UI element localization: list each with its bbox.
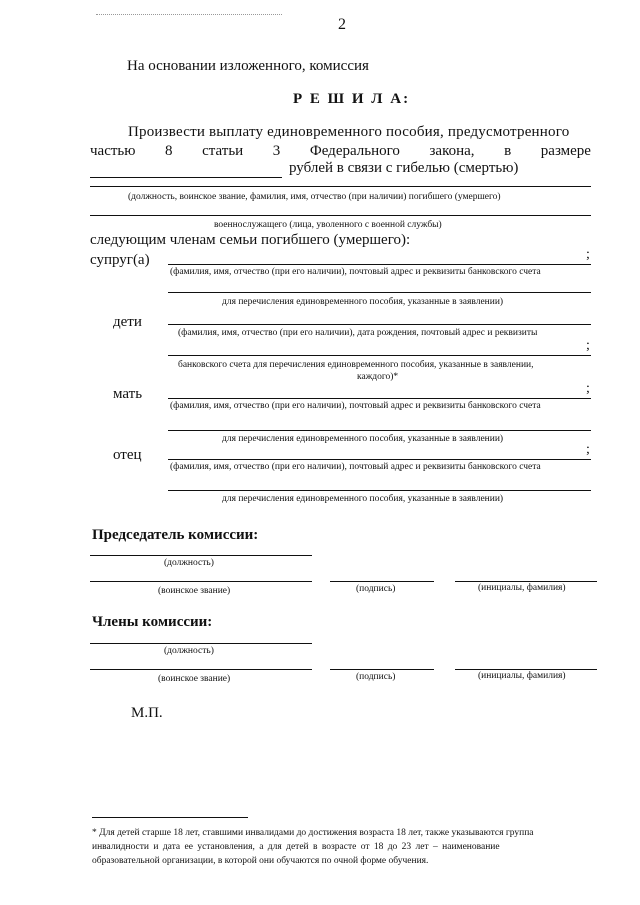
father-line-1 (168, 459, 591, 460)
body-word: 8 (165, 143, 173, 159)
mother-semicolon: ; (586, 381, 590, 396)
chairman-position-caption: (должность) (164, 558, 214, 568)
spouse-caption-1: (фамилия, имя, отчество (при его наличии), почтовый адрес и реквизиты банковского счета (170, 267, 541, 277)
children-semicolon: ; (586, 338, 590, 353)
body-line-3: рублей в связи с гибелью (смертью) (289, 160, 519, 176)
footnote-line-2: инвалидности и дата ее установления, а для детей в возрасте от 18 до 23 лет – наименование (92, 842, 500, 852)
deceased-line-2 (90, 215, 591, 216)
spouse-line-1 (168, 264, 591, 265)
family-intro: следующим членам семьи погибшего (умершего): (90, 232, 411, 248)
page-number: 2 (338, 16, 346, 33)
body-word: размере (540, 143, 591, 159)
spouse-line-2 (168, 292, 591, 293)
mother-caption-2: для перечисления единовременного пособия, указанные в заявлении) (222, 434, 504, 444)
mother-line-2 (168, 430, 591, 431)
decision-heading: Р Е Ш И Л А: (293, 91, 411, 107)
father-semicolon: ; (586, 442, 590, 457)
members-initials-line (455, 669, 597, 670)
members-position-caption: (должность) (164, 646, 214, 656)
children-caption-2: банковского счета для перечисления единовременного пособия, указанные в заявлении, (178, 360, 534, 370)
body-word: частью (90, 143, 136, 159)
members-rank-line (90, 669, 312, 670)
father-caption-2: для перечисления единовременного пособия, указанные в заявлении) (222, 494, 504, 504)
body-word: статьи (202, 143, 244, 159)
body-line-2 (90, 143, 591, 160)
members-signature-caption: (подпись) (356, 672, 396, 682)
footnote-separator (92, 817, 248, 818)
deceased-caption-2: военнослужащего (лица, уволенного с военной службы) (214, 220, 442, 230)
chairman-position-line (90, 555, 312, 556)
children-line-2 (168, 355, 591, 356)
body-word: в (504, 143, 512, 159)
chairman-title: Председатель комиссии: (92, 527, 259, 543)
children-line-1 (168, 324, 591, 325)
father-caption-1: (фамилия, имя, отчество (при его наличии), почтовый адрес и реквизиты банковского счета (170, 462, 541, 472)
footnote-line-1: * Для детей старше 18 лет, ставшими инвалидами до достижения возраста 18 лет, также указываются группа (92, 828, 534, 838)
amount-line (90, 177, 282, 178)
chairman-rank-caption: (воинское звание) (158, 586, 231, 596)
children-caption-1: (фамилия, имя, отчество (при его наличии), дата рождения, почтовый адрес и реквизиты (178, 328, 538, 338)
mother-caption-1: (фамилия, имя, отчество (при его наличии), почтовый адрес и реквизиты банковского счета (170, 401, 541, 411)
deceased-caption-1: (должность, воинское звание, фамилия, имя, отчество (при наличии) погибшего (умершего) (128, 192, 501, 202)
body-word: Федерального (309, 143, 400, 159)
spouse-semicolon: ; (586, 247, 590, 262)
intro-text: На основании изложенного, комиссия (127, 58, 369, 74)
spouse-caption-2: для перечисления единовременного пособия, указанные в заявлении) (222, 297, 504, 307)
body-line-1: Произвести выплату единовременного пособия, предусмотренного (128, 124, 570, 140)
deceased-line-1 (90, 186, 591, 187)
members-position-line (90, 643, 312, 644)
footnote-line-3: образовательной организации, в которой они обучаются по очной форме обучения. (92, 856, 429, 866)
chairman-initials-caption: (инициалы, фамилия) (478, 583, 566, 593)
header-artifact (96, 14, 282, 18)
father-label: отец (113, 447, 142, 463)
chairman-rank-line (90, 581, 312, 582)
members-rank-caption: (воинское звание) (158, 674, 231, 684)
members-signature-line (330, 669, 434, 670)
father-line-2 (168, 490, 591, 491)
chairman-signature-caption: (подпись) (356, 584, 396, 594)
members-title: Члены комиссии: (92, 614, 213, 630)
mother-line-1 (168, 398, 591, 399)
stamp-place: М.П. (131, 705, 163, 721)
mother-label: мать (113, 386, 143, 402)
members-initials-caption: (инициалы, фамилия) (478, 671, 566, 681)
chairman-signature-line (330, 581, 434, 582)
chairman-initials-line (455, 581, 597, 582)
body-word: 3 (272, 143, 281, 159)
spouse-label: супруг(а) (90, 252, 150, 268)
children-caption-3: каждого)* (357, 372, 399, 382)
children-label: дети (113, 314, 142, 330)
body-word: закона, (429, 143, 475, 159)
